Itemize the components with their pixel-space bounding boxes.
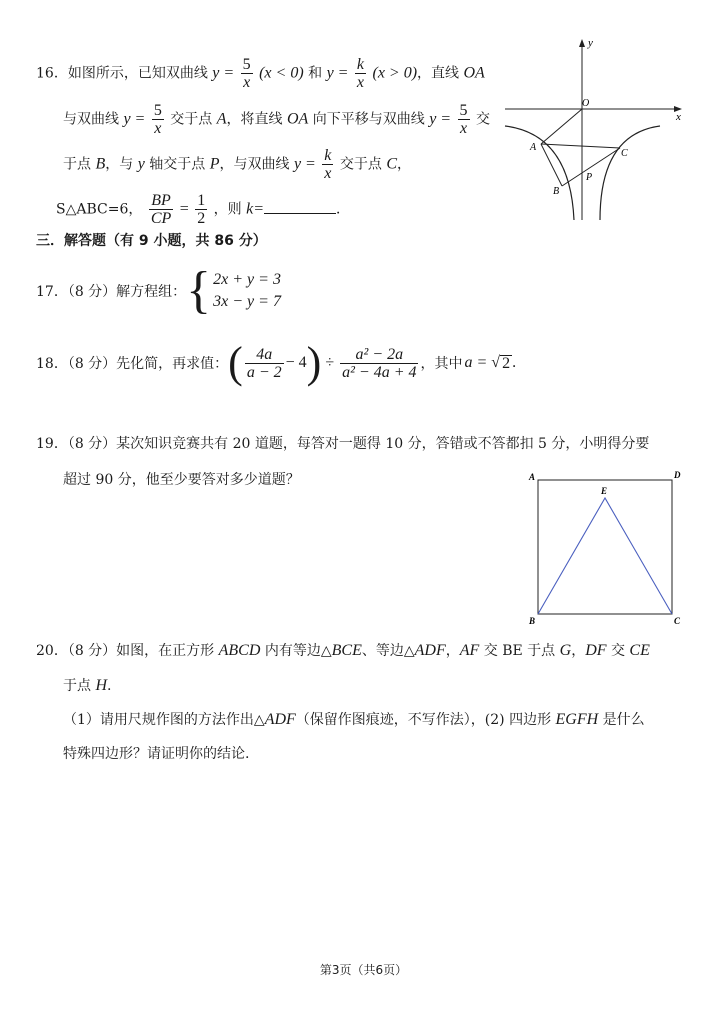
- fig16-label-p: P: [586, 172, 593, 183]
- answer-blank[interactable]: [264, 199, 336, 214]
- fig16-label-y: y: [588, 37, 593, 49]
- section-heading: 三．解答题（有 9 小题，共 86 分）: [36, 233, 267, 249]
- q18: 18．（8 分）先化简，再求值： ( $\frac{4a}{a - 2}$ − 4 ) ÷ $\frac{\text{a² − 2a}}{\text{a² − 4a + 4}}$ ，其中 a = √ 2 .: [36, 338, 517, 387]
- q20-line2: 于点 H.: [63, 677, 112, 694]
- fraction-5-over-x: $\frac{5}{x}$: [459, 102, 468, 137]
- fraction-5-over-x: $\frac{5}{x}$: [153, 102, 162, 137]
- q20-line4: 特殊四边形？请证明你的结论.: [63, 746, 250, 762]
- fraction-bp-over-cp: $\frac{BP}{CP}$: [150, 192, 172, 227]
- fig20-label-a: A: [529, 472, 536, 482]
- fraction-a2-minus-2a: $\frac{\text{a² − 2a}}{\text{a² − 4a + 4}}$: [342, 345, 417, 381]
- fig16-label-b: B: [553, 186, 560, 197]
- square-figure: [526, 468, 686, 628]
- fig16-label-o: O: [582, 98, 590, 109]
- q16-line2: 与双曲线 y = $\frac{5}{x}$ 交于点 A，将直线 OA 向下平移与双曲线 y = $\frac{5}{x}$ 交: [63, 102, 490, 137]
- fraction-k-over-x: $\frac{k}{x}$: [324, 147, 332, 182]
- hyperbola-figure: [500, 34, 696, 224]
- q16-line3: 于点 B，与 y 轴交于点 P，与双曲线 y = $\frac{k}{x}$ 交于点 C，: [63, 147, 411, 182]
- page-footer: 第3页（共6页）: [319, 963, 408, 977]
- q16-line1: 16．如图所示，已知双曲线 y = $\frac{5}{x}$ (x < 0) 和 y = $\frac{k}{x}$ (x > 0)，直线 OA: [36, 56, 485, 91]
- sqrt-2: 2: [502, 354, 511, 372]
- q16-line4: S△ABC=6， $\frac{BP}{CP}$ = $\frac{1}{2}$ ，则 k= ．: [56, 192, 351, 227]
- q20-line3: （1）请用尺规作图的方法作出△ADF（保留作图痕迹，不写作法），(2) 四边形 EGFH 是什么: [63, 711, 645, 728]
- fig16-label-c: C: [621, 148, 628, 159]
- fraction-5-over-x: $\frac{5}{x}$: [242, 56, 251, 91]
- brace: {: [186, 262, 212, 319]
- fig20-label-b: B: [529, 616, 536, 626]
- q17: 17．（8 分）解方程组： { 2x + y = 3 3x − y = 7: [36, 262, 281, 319]
- fraction-k-over-x: $\frac{k}{x}$: [356, 56, 365, 91]
- q19-line1: 19．（8 分）某次知识竞赛共有 20 道题，每答对一题得 10 分，答错或不答都扣 5 分，小明得分要: [36, 436, 650, 452]
- fig20-label-e: E: [601, 486, 608, 496]
- fraction-4a-over-a-minus-2: $\frac{4a}{a - 2}$: [246, 345, 282, 381]
- fig16-label-a: A: [530, 142, 537, 153]
- fig20-label-d: D: [674, 470, 681, 480]
- equation-system: 2x + y = 3 3x − y = 7: [213, 271, 281, 310]
- fraction-one-half: $\frac{1}{2}$: [197, 192, 206, 227]
- fig16-label-x: x: [676, 111, 681, 123]
- fig20-label-c: C: [674, 616, 681, 626]
- q19-line2: 超过 90 分，他至少要答对多少道题？: [63, 472, 300, 488]
- q20-line1: 20．（8 分）如图，在正方形 ABCD 内有等边△BCE、等边△ADF，AF 交 BE 于点 G，DF 交 CE: [36, 642, 650, 659]
